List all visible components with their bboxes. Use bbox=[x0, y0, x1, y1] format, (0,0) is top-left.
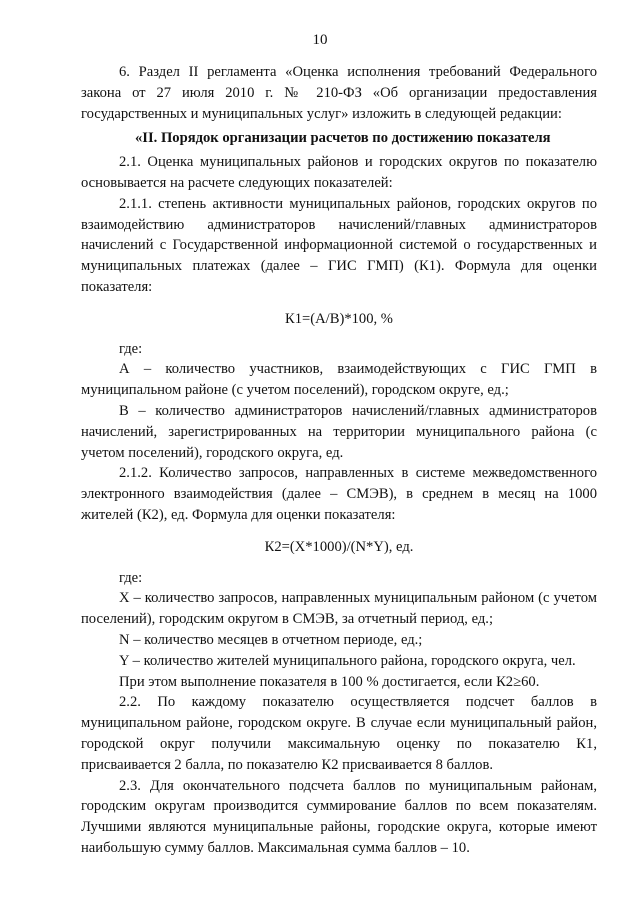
document-body bbox=[81, 62, 597, 859]
definition-a: А – количество участников, взаимодействующих с ГИС ГМП в муниципальном районе (с учетом поселений), городском округе, ед.; bbox=[81, 361, 597, 399]
definition-b: В – количество администраторов начислений/главных администраторов начислений, зарегистрированных на территории муниципального района (с учетом поселений), городского округа, ед. bbox=[81, 402, 597, 461]
page-number: 10 bbox=[312, 32, 328, 48]
definition-y: Y – количество жителей муниципального района, городского округа, чел. bbox=[119, 652, 576, 669]
definition-n: N – количество месяцев в отчетном периоде, ед.; bbox=[119, 631, 423, 648]
paragraph-2-3: 2.3. Для окончательного подсчета баллов по муниципальным районам, городским округам производится суммирование баллов по всем показателям. Лучшими являются муниципальные районы, городские округа, которые имеют наибольшую сумму баллов. Максимальная сумма баллов – 10. bbox=[81, 777, 597, 856]
paragraph-2-1-2: 2.1.2. Количество запросов, направленных в системе межведомственного электронного взаимодействия (далее – СМЭВ), в среднем в месяц на 1000 жителей (К2), ед. Формула для оценки показателя: bbox=[81, 465, 597, 523]
paragraph-100-percent: При этом выполнение показателя в 100 % достигается, если К2≥60. bbox=[119, 673, 540, 690]
section-heading: «II. Порядок организации расчетов по достижению показателя bbox=[135, 130, 551, 147]
formula-k1: К1=(А/В)*100, % bbox=[285, 310, 393, 327]
where-label-2: где: bbox=[119, 569, 143, 586]
definition-x: Х – количество запросов, направленных муниципальным районом (с учетом поселений), городским округом в СМЭВ, за отчетный период, ед.; bbox=[81, 590, 597, 628]
where-label-1: где: bbox=[119, 340, 143, 357]
formula-k2: К2=(Х*1000)/(N*Y), ед. bbox=[264, 538, 414, 555]
paragraph-6: 6. Раздел II регламента «Оценка исполнения требований Федерального закона от 27 июля 2010 г. № 210-ФЗ «Об организации предоставления государственных и муниципальных услуг» изложить в следующей редакции: bbox=[81, 64, 597, 122]
paragraph-2-1-1: 2.1.1. степень активности муниципальных районов, городских округов по взаимодействию администраторов начислений/главных администраторов начислений с Государственной информационной системой о государственных и муниципальных платежах (далее – ГИС ГМП) (К1). Формула для оценки показателя: bbox=[81, 195, 597, 295]
paragraph-2-2: 2.2. По каждому показателю осуществляется подсчет баллов в муниципальном районе, городском округе. В случае если муниципальный район, городской округ получили максимальную оценку по показателю К1, присваивается 2 балла, по показателю К2 присваивается 8 баллов. bbox=[81, 694, 597, 773]
paragraph-2-1: 2.1. Оценка муниципальных районов и городских округов по показателю основывается на расчете следующих показателей: bbox=[81, 154, 597, 191]
